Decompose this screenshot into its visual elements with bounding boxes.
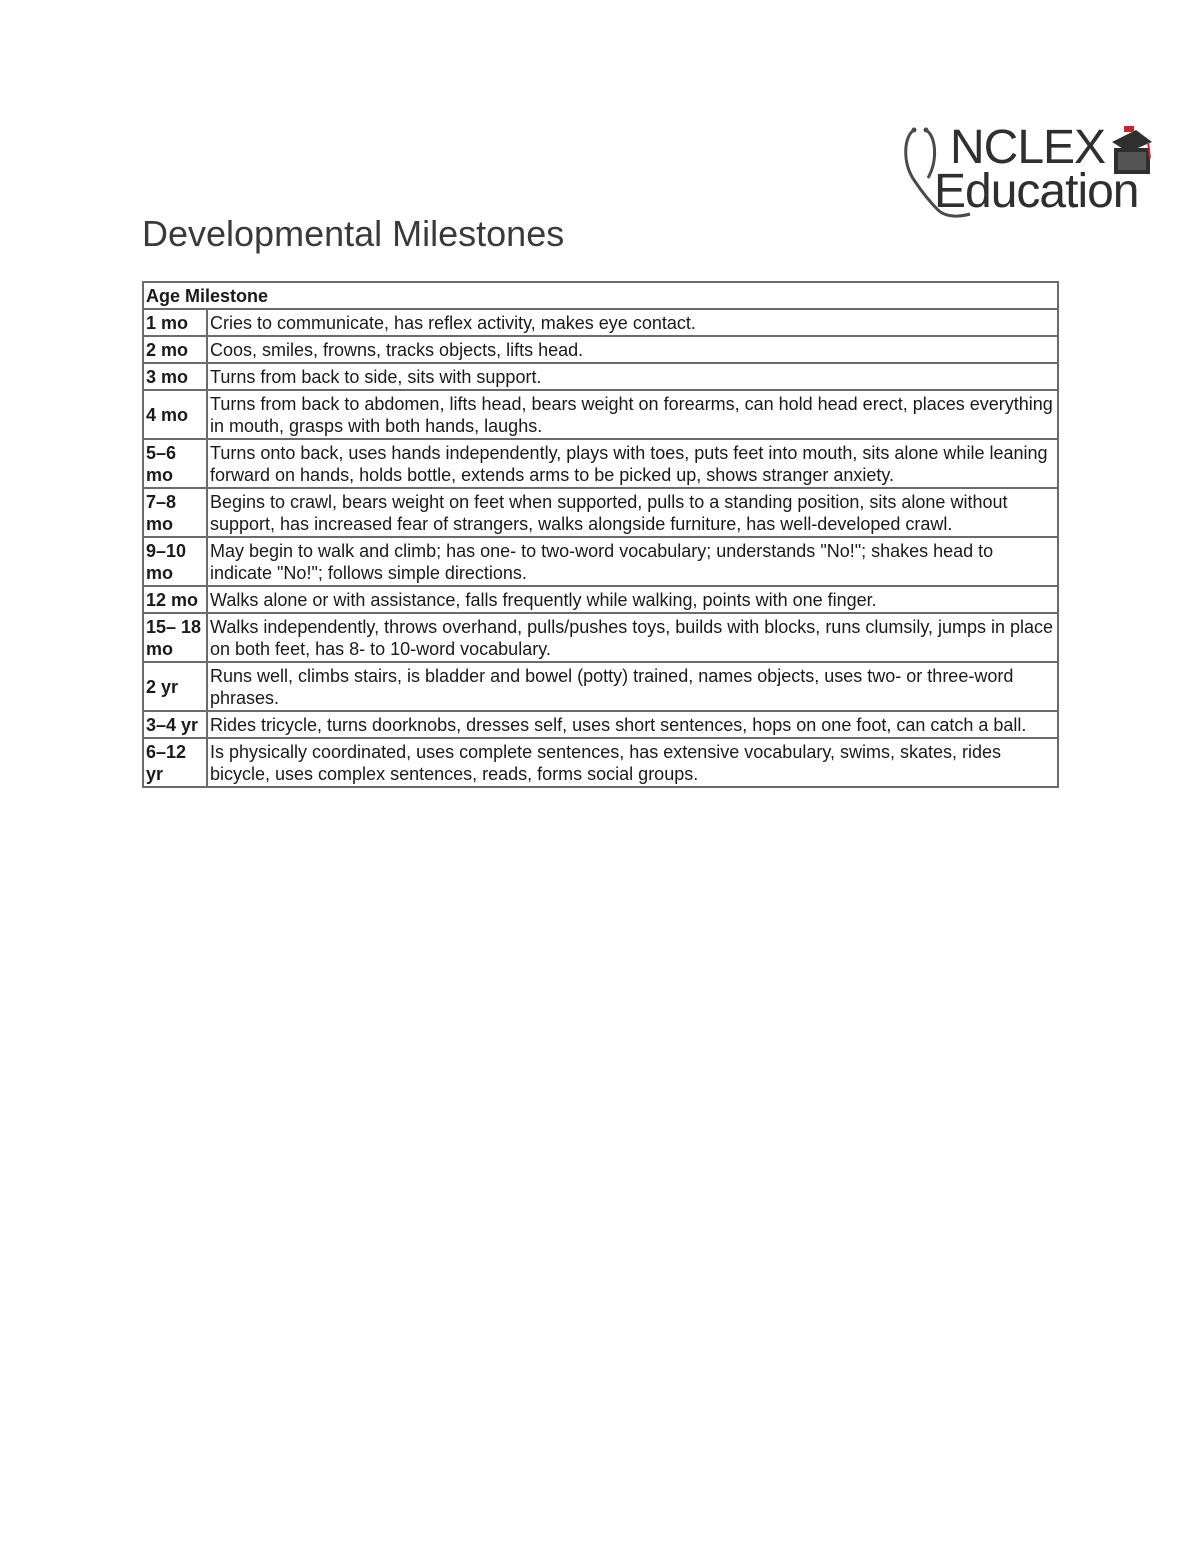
table-row	[143, 738, 1058, 787]
table-row	[143, 363, 1058, 390]
age-cell: 3 mo	[143, 363, 207, 390]
milestone-cell: Walks independently, throws overhand, pulls/pushes toys, builds with blocks, runs clumsily, jumps in place on both feet, has 8- to 10-word vocabulary.	[207, 613, 1058, 662]
table-row	[143, 711, 1058, 738]
age-cell: 5–6 mo	[143, 439, 207, 488]
table-row	[143, 439, 1058, 488]
table-row	[143, 309, 1058, 336]
milestone-cell: Coos, smiles, frowns, tracks objects, lifts head.	[207, 336, 1058, 363]
logo-wordmark-education: Education	[934, 165, 1139, 218]
age-cell: 6–12 yr	[143, 738, 207, 787]
milestone-cell: Walks alone or with assistance, falls frequently while walking, points with one finger.	[207, 586, 1058, 613]
nclex-education-logo	[900, 122, 1155, 222]
table-row	[143, 586, 1058, 613]
logo-wordmark-nclex: NCLEX	[950, 121, 1106, 174]
table-row	[143, 390, 1058, 439]
milestone-cell: Turns from back to side, sits with support.	[207, 363, 1058, 390]
milestone-cell: Rides tricycle, turns doorknobs, dresses self, uses short sentences, hops on one foot, can catch a ball.	[207, 711, 1058, 738]
milestone-cell: Is physically coordinated, uses complete sentences, has extensive vocabulary, swims, skates, rides bicycle, uses complex sentences, reads, forms social groups.	[207, 738, 1058, 787]
milestone-cell: Turns onto back, uses hands independently, plays with toes, puts feet into mouth, sits alone while leaning forward on hands, holds bottle, extends arms to be picked up, shows stranger anxiety.	[207, 439, 1058, 488]
milestone-cell: Begins to crawl, bears weight on feet when supported, pulls to a standing position, sits alone without support, has increased fear of strangers, walks alongside furniture, has well-developed crawl.	[207, 488, 1058, 537]
age-cell: 9–10 mo	[143, 537, 207, 586]
table-header: Age Milestone	[143, 282, 1058, 309]
age-cell: 2 yr	[143, 662, 207, 711]
age-cell: 2 mo	[143, 336, 207, 363]
age-cell: 7–8 mo	[143, 488, 207, 537]
table-row	[143, 662, 1058, 711]
age-cell: 3–4 yr	[143, 711, 207, 738]
table-row	[143, 336, 1058, 363]
milestone-cell: May begin to walk and climb; has one- to two-word vocabulary; understands "No!"; shakes head to indicate "No!"; follows simple directions.	[207, 537, 1058, 586]
age-cell: 1 mo	[143, 309, 207, 336]
table-row	[143, 613, 1058, 662]
milestone-cell: Runs well, climbs stairs, is bladder and bowel (potty) trained, names objects, uses two- or three-word phrases.	[207, 662, 1058, 711]
milestones-table	[142, 281, 1059, 788]
age-cell: 15– 18 mo	[143, 613, 207, 662]
age-cell: 4 mo	[143, 390, 207, 439]
milestone-cell: Turns from back to abdomen, lifts head, bears weight on forearms, can hold head erect, places everything in mouth, grasps with both hands, laughs.	[207, 390, 1058, 439]
table-row	[143, 537, 1058, 586]
table-row	[143, 488, 1058, 537]
table-header-row	[143, 282, 1058, 309]
age-cell: 12 mo	[143, 586, 207, 613]
milestone-cell: Cries to communicate, has reflex activity, makes eye contact.	[207, 309, 1058, 336]
page-title: Developmental Milestones	[142, 213, 565, 254]
